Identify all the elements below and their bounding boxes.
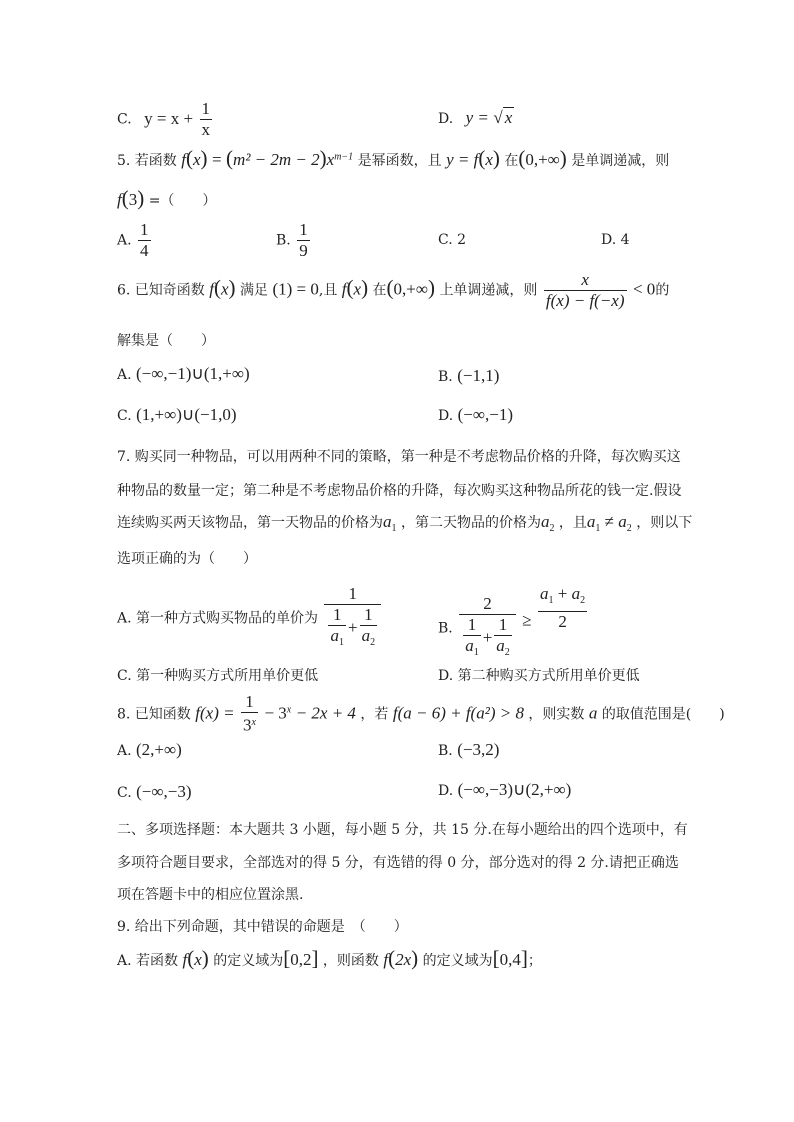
q7-line3: 连续购买两天该物品，第一天物品的价格为$a_1$ ，第二天物品的价格为$a_2$ ，且$a_1 \ne a_2$ ，则以下: [117, 512, 693, 534]
fraction: $\frac{1}{4}$: [140, 220, 149, 260]
fraction: 1 $\frac{1}{a_1}$ + $\frac{1}{a_2}$: [324, 584, 381, 653]
section2-line2: 多项符合题目要求，全部选对的得 5 分，有选错的得 0 分，部分选对的得 2 分.请把正确选: [117, 855, 679, 871]
q6-option-c[interactable]: C. (1,+∞)∪(−1,0): [117, 405, 237, 424]
q6-option-a[interactable]: A. (−∞,−1)∪(1,+∞): [117, 364, 250, 383]
q6-option-d[interactable]: D. (−∞,−1): [438, 405, 514, 424]
q5-stem-line2: f(3) =（ ）: [117, 186, 217, 210]
q4-option-c[interactable]: C. y = x + $\frac{1}{x}$: [117, 99, 211, 139]
fraction: $\frac{1}{3^x}$: [243, 692, 256, 735]
q8-option-c[interactable]: C. (−∞,−3): [117, 782, 192, 801]
q7-option-a[interactable]: A. 第一种方式购买物品的单价为 1 $\frac{1}{a_1}$ + $\frac{1}{a_2}$: [117, 584, 383, 653]
q5-option-a[interactable]: A. $\frac{1}{4}$: [117, 220, 149, 260]
q6-stem: 6. 已知奇函数 f(x) 满足 (1) = 0,且 f(x) 在(0,+∞) 上单调递减，则 $\frac{x}{f(x) - f(-x)}$ < 0的: [117, 270, 670, 310]
section2-line1: 二、多项选择题：本大题共 3 小题，每小题 5 分，共 15 分.在每小题给出的四个选项中，有: [117, 822, 688, 838]
fraction: $\frac{1}{9}$: [299, 220, 308, 260]
q6-stem-line2: 解集是（ ）: [117, 333, 215, 349]
q5-option-b[interactable]: B. $\frac{1}{9}$: [276, 220, 308, 260]
q9-stem: 9. 给出下列命题，其中错误的命题是 （ ）: [117, 919, 408, 935]
fraction: $\frac{x}{f(x) - f(-x)}$: [545, 270, 625, 310]
q7-line2: 种物品的数量一定；第二种是不考虑物品价格的升降，每次购买这种物品所花的钱一定.假设: [117, 483, 682, 499]
q5-stem: 5. 若函数 $f(x) = (m^2 - 2m - 2)x^{m-1}$ 是幂函数，且 y = f(x) 在(0,+∞) 是单调递减，则: [117, 146, 670, 170]
q7-line4: 选项正确的为（ ）: [117, 551, 257, 567]
q8-option-a[interactable]: A. (2,+∞): [117, 740, 182, 759]
q9-option-a[interactable]: A. 若函数 f(x) 的定义域为[0,2] ，则函数 f(2x) 的定义域为[0,4]；: [117, 946, 542, 970]
q7-line1: 7. 购买同一种物品，可以用两种不同的策略，第一种是不考虑物品价格的升降，每次购买这: [117, 449, 681, 465]
fraction: 2 $\frac{1}{a_1}$ + $\frac{1}{a_2}$: [459, 594, 516, 663]
q8-option-d[interactable]: D. (−∞,−3)∪(2,+∞): [438, 780, 572, 799]
q7-option-d[interactable]: D. 第二种购买方式所用单价更低: [438, 668, 640, 684]
q7-option-c[interactable]: C. 第一种购买方式所用单价更低: [117, 668, 319, 684]
radicand: x: [504, 108, 513, 127]
section2-line3: 项在答题卡中的相应位置涂黑.: [117, 887, 304, 903]
q5-option-c[interactable]: C. 2: [438, 232, 467, 248]
q8-stem: 8. 已知函数 f(x) = $\frac{1}{3^x}$ − $3^x - 2x + 4$ ，若 f(a − 6) + f(a²) > 8 ，则实数 a 的取值范围是( ): [117, 692, 725, 735]
q8-option-b[interactable]: B. (−3,2): [438, 740, 500, 759]
q7-option-b[interactable]: B. 2 $\frac{1}{a_1}$ + $\frac{1}{a_2}$ ≥ $\frac{a_1 + a_2}{2}$: [438, 584, 589, 663]
q6-option-b[interactable]: B. (−1,1): [438, 366, 500, 385]
fraction: $\frac{1}{x}$: [201, 99, 211, 139]
q4-option-d[interactable]: D. y = √ x: [438, 108, 513, 127]
fraction: $\frac{a_1 + a_2}{2}$: [540, 584, 586, 631]
q5-option-d[interactable]: D. 4: [601, 232, 630, 248]
